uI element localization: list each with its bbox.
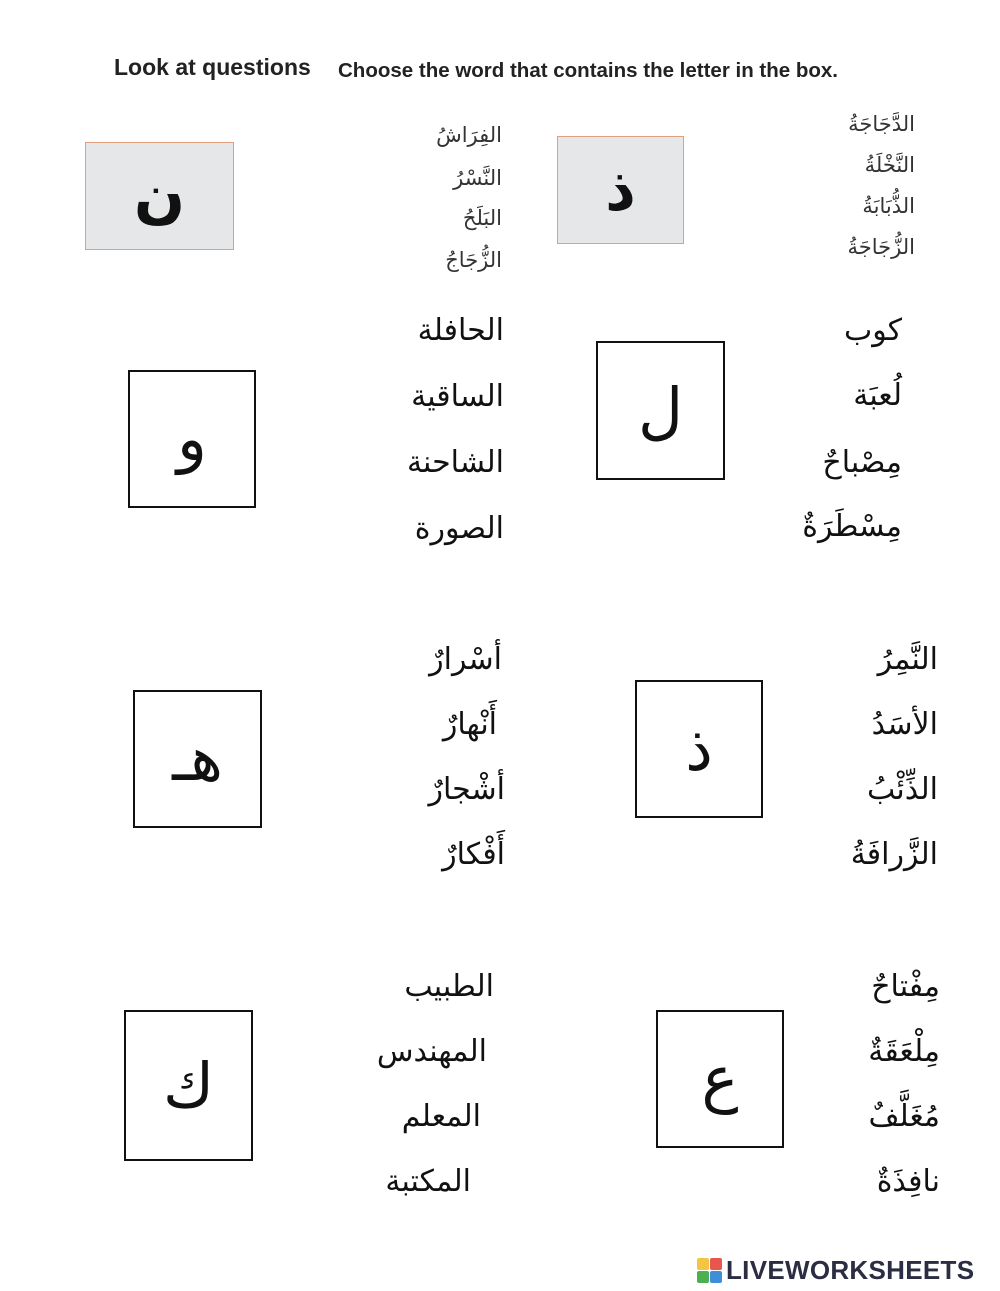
letter-box-q1 — [85, 142, 234, 250]
letter-box-q6 — [635, 680, 763, 818]
word-option-q5-1[interactable]: أسْرارٌ — [429, 642, 502, 677]
logo-squares-icon — [697, 1258, 722, 1283]
letter-q5: هـ — [172, 722, 223, 795]
letter-box-q7 — [124, 1010, 253, 1161]
word-option-q1-3[interactable]: البَلَحُ — [462, 206, 502, 230]
word-option-q6-4[interactable]: الزَّرافَةُ — [850, 837, 938, 872]
letter-q3: و — [177, 402, 207, 475]
letter-box-q4 — [596, 341, 725, 480]
word-option-q4-2[interactable]: لُعبَة — [853, 378, 902, 413]
word-option-q8-2[interactable]: مِلْعَقَةٌ — [868, 1034, 940, 1069]
word-option-q7-3[interactable]: المعلم — [401, 1099, 481, 1134]
letter-q2: ذ — [605, 155, 636, 225]
word-option-q3-4[interactable]: الصورة — [414, 511, 504, 546]
word-option-q6-2[interactable]: الأسَدُ — [871, 707, 938, 742]
word-option-q1-4[interactable]: الزُّجَاجُ — [445, 248, 502, 272]
word-option-q4-1[interactable]: كوب — [843, 313, 902, 348]
word-option-q5-4[interactable]: أَفْكارٌ — [442, 837, 505, 872]
word-option-q8-3[interactable]: مُغَلَّفٌ — [868, 1099, 940, 1134]
word-option-q3-1[interactable]: الحافلة — [417, 313, 504, 348]
word-option-q6-1[interactable]: النَّمِرُ — [877, 642, 938, 677]
letter-box-q5 — [133, 690, 262, 828]
instruction-text: Choose the word that contains the letter in the box. — [338, 59, 839, 82]
word-option-q1-1[interactable]: الفِرَاشُ — [436, 123, 502, 147]
word-option-q2-2[interactable]: النَّخْلَةُ — [864, 153, 915, 177]
liveworksheets-logo — [697, 1255, 974, 1286]
instruction-title: Look at questions — [114, 54, 311, 80]
letter-q6: ذ — [685, 712, 713, 785]
word-option-q7-2[interactable]: المهندس — [376, 1034, 487, 1069]
word-option-q8-4[interactable]: نافِذَةٌ — [876, 1164, 940, 1199]
word-option-q6-3[interactable]: الذِّئْبُ — [866, 772, 938, 807]
word-option-q7-1[interactable]: الطبيب — [404, 969, 494, 1004]
word-option-q3-3[interactable]: الشاحنة — [406, 445, 504, 480]
letter-q4: ل — [637, 373, 684, 447]
logo-text: LIVEWORKSHEETS — [726, 1255, 975, 1285]
word-option-q4-4[interactable]: مِسْطَرَةٌ — [802, 509, 902, 544]
word-option-q2-4[interactable]: الزُّجَاجَةُ — [847, 235, 915, 259]
word-option-q2-3[interactable]: الذُّبَابَةُ — [862, 194, 915, 218]
letter-q8: ع — [701, 1042, 739, 1115]
letter-q7: ك — [162, 1048, 215, 1122]
word-option-q5-2[interactable]: أَنْهارٌ — [442, 707, 497, 742]
letter-box-q2 — [557, 136, 684, 244]
letter-q1: ن — [133, 161, 186, 231]
word-option-q7-4[interactable]: المكتبة — [385, 1164, 471, 1199]
letter-box-q3 — [128, 370, 256, 508]
word-option-q1-2[interactable]: النَّسْرُ — [453, 166, 502, 190]
word-option-q3-2[interactable]: الساقية — [411, 379, 504, 414]
letter-box-q8 — [656, 1010, 784, 1148]
word-option-q4-3[interactable]: مِصْباحٌ — [822, 445, 902, 480]
word-option-q8-1[interactable]: مِفْتاحٌ — [871, 969, 940, 1004]
word-option-q2-1[interactable]: الدَّجَاجَةُ — [848, 112, 915, 136]
word-option-q5-3[interactable]: أشْجارٌ — [428, 772, 505, 807]
